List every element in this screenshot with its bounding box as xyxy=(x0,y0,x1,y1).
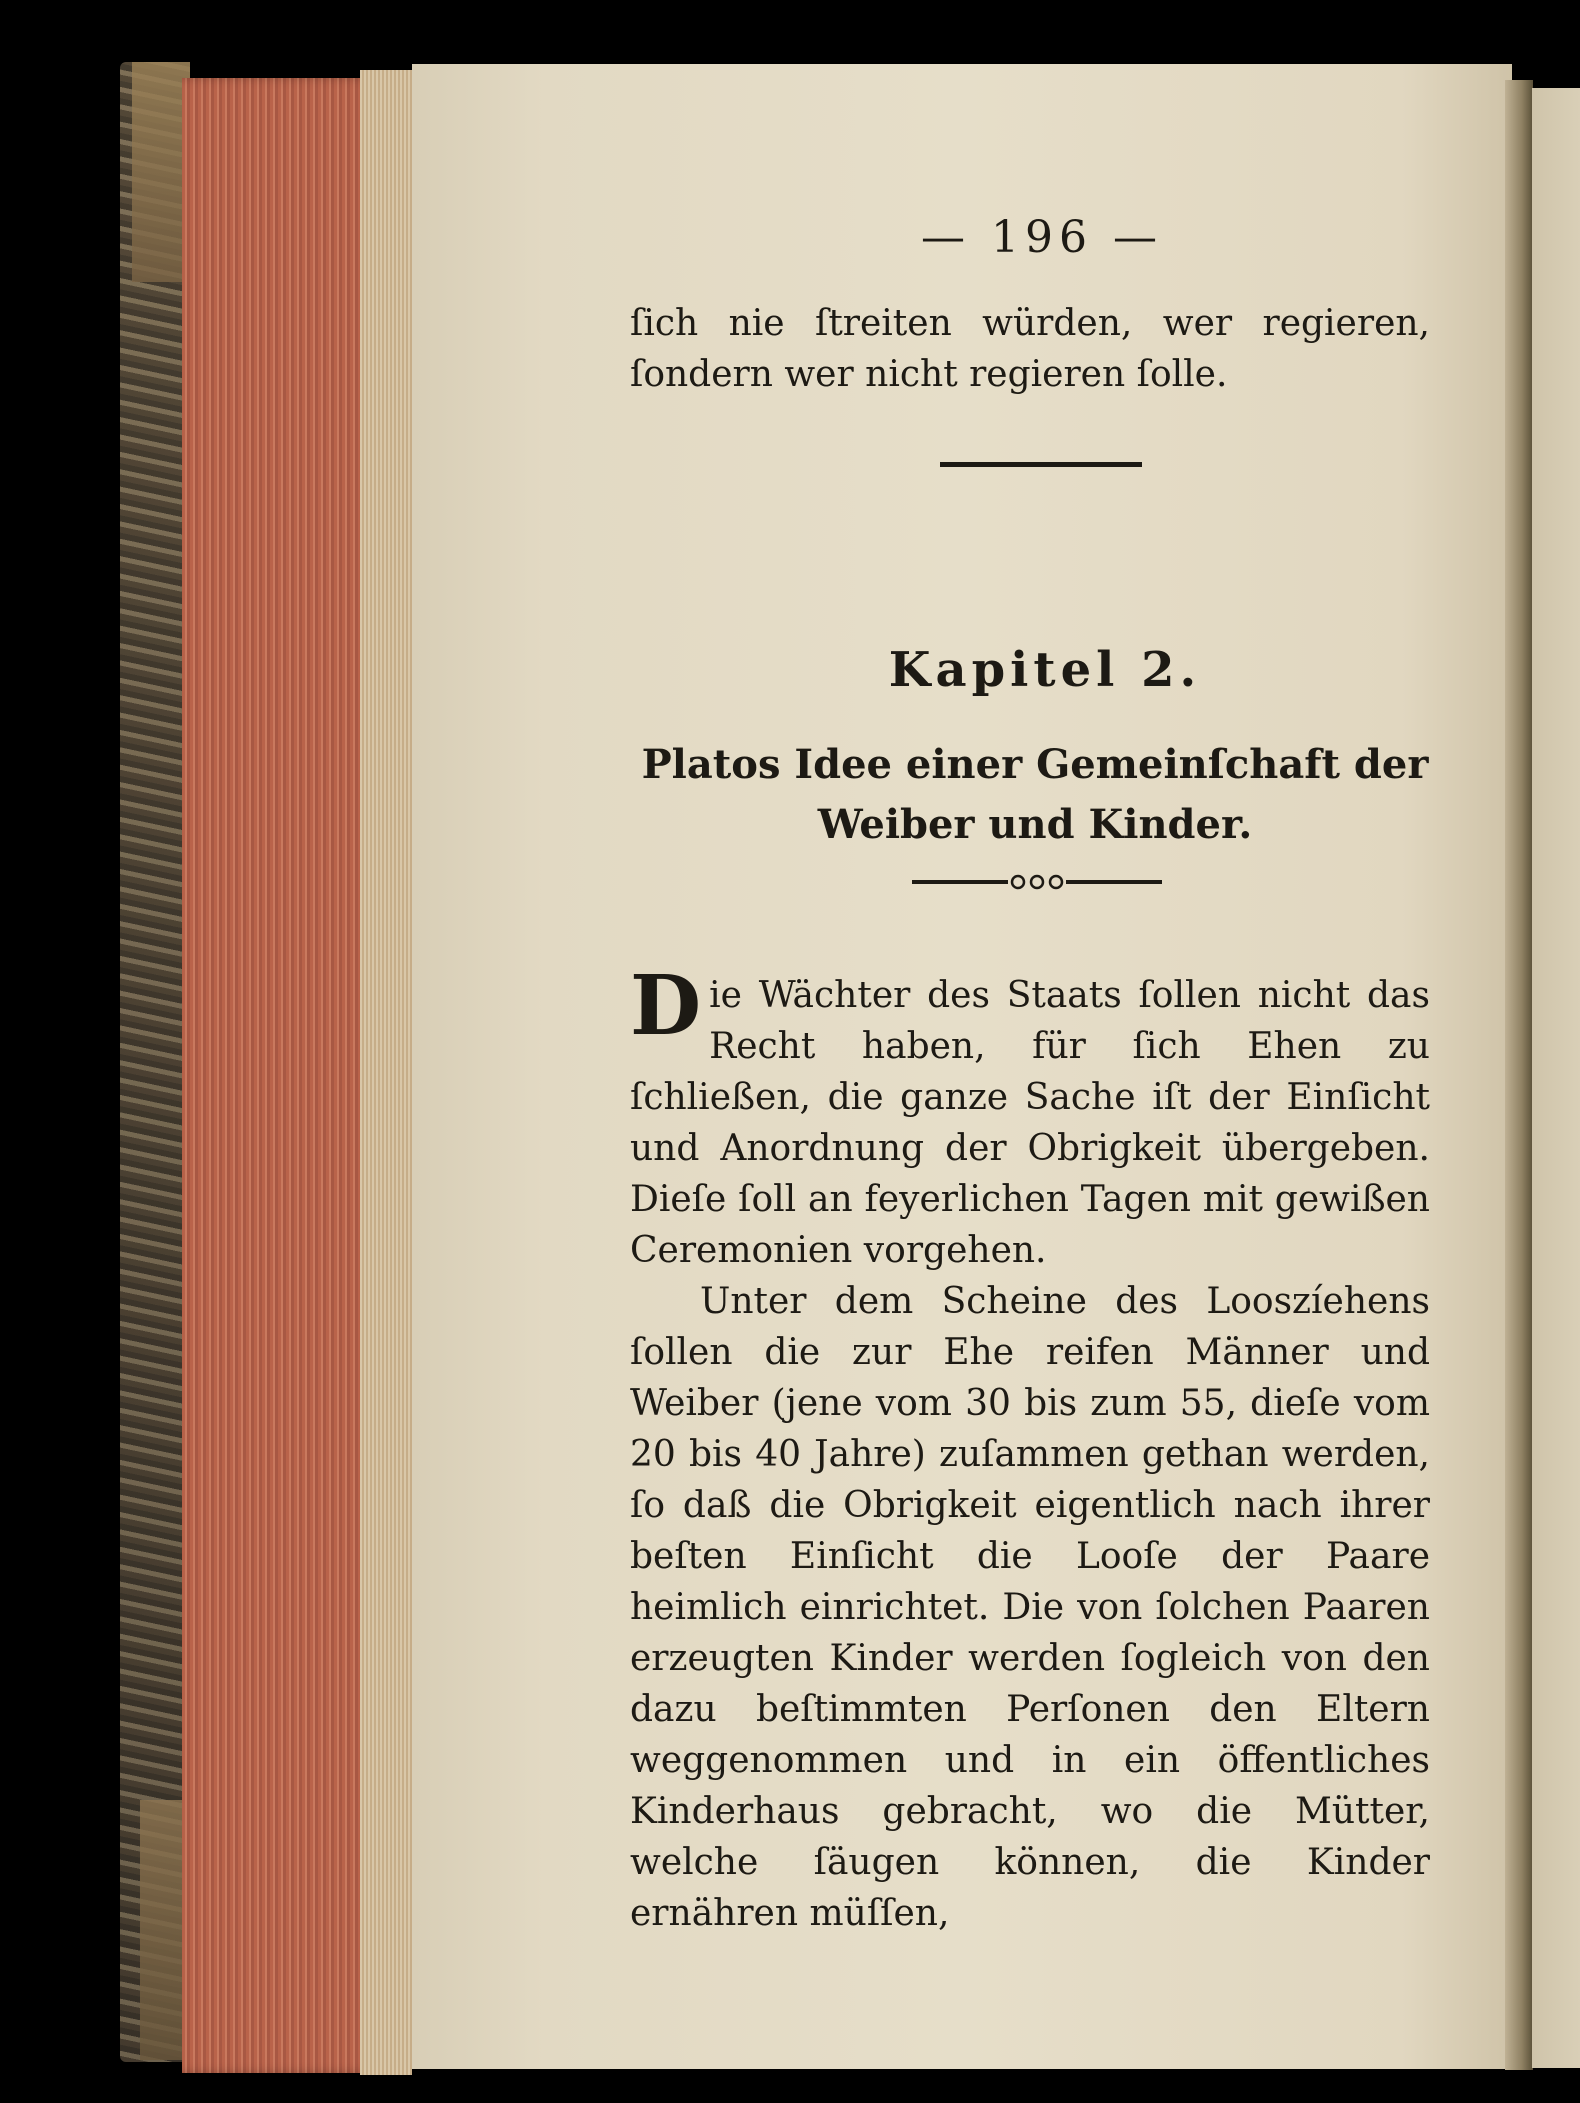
paragraph-1 xyxy=(630,958,1430,1276)
marbled-cover-board xyxy=(120,62,190,2062)
drop-cap: D xyxy=(630,958,702,1054)
book-gutter xyxy=(1505,80,1533,2070)
body-text xyxy=(630,958,1430,1939)
continuation-paragraph xyxy=(630,298,1430,400)
chapter-subtitle: Platos Idee einer Gemeinſchaft der Weiber und Kinder. xyxy=(641,741,1429,848)
paragraph-1-text: ie Wächter des Staats ſollen nicht das Recht haben, für ſich Ehen zu ſchließen, die ganze Sache iſt der Einſicht und Anordnung der Obrigkeit übergeben. Dieſe ſoll an feyerlichen Tagen mit gewißen Ceremonien vorgehen. xyxy=(630,975,1430,1271)
facing-page-edge xyxy=(1532,88,1580,2068)
ornament-divider xyxy=(912,872,1162,892)
section-rule xyxy=(940,462,1142,467)
page-edges-inner xyxy=(360,70,412,2075)
paragraph-2: Unter dem Scheine des Looszíehens ſollen die zur Ehe reifen Männer und Weiber (jene vom 30 bis zum 55, dieſe vom 20 bis 40 Jahre) zuſammen gethan werden, ſo daß die Obrigkeit eigentlich nach ihrer beſten Einſicht die Looſe der Paare heimlich einrichtet. Die von ſolchen Paaren erzeugten Kinder werden ſogleich von den dazu beſtimmten Perſonen den Eltern weggenommen und in ein öffentliches Kinderhaus gebracht, wo die Mütter, welche ſäugen können, die Kinder ernähren müſſen, xyxy=(630,1281,1430,1934)
continuation-text: ſich nie ſtreiten würden, wer regieren, ſondern wer nicht regieren ſolle. xyxy=(630,303,1430,395)
page-number: — 196 — xyxy=(921,212,1163,263)
chapter-title: Kapitel 2. xyxy=(888,642,1202,698)
